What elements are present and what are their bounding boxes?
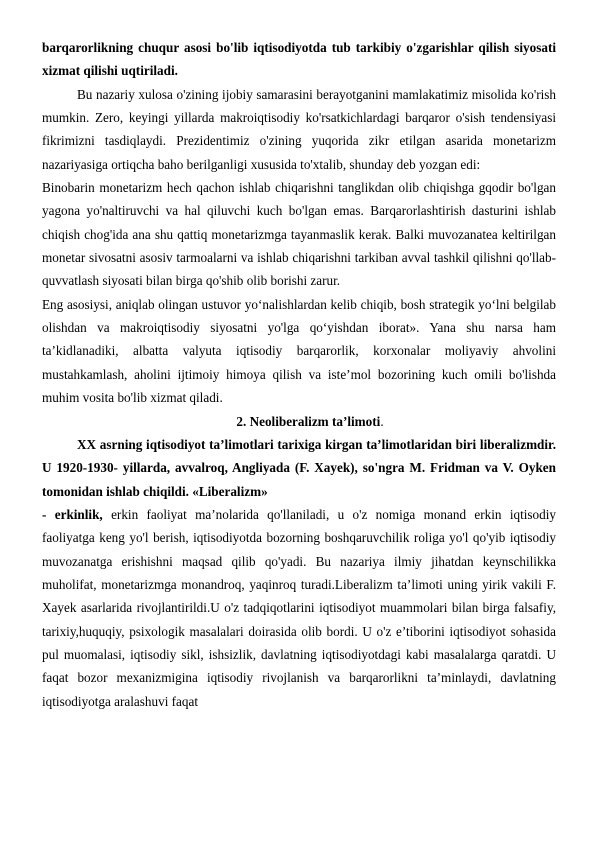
paragraph-2: Bu nazariy xulosa o'zining ijobiy samarasini berayotganini mamlakatimiz misolida ko'rish mumkin. Zero, keyingi yillarda makroiqtisodiy ko'rsatkichlardagi barqaror o'sish tendensiyasi fikrimizni tasdiqlaydi. Prezidentimiz o'zining yuqorida zikr etilgan asarida monetarizm nazariyasiga ortiqcha baho berilganligi xususida to'xtalib, shunday deb yozgan edi:	[42, 86, 556, 172]
paragraph-4: Eng asosiysi, aniqlab olingan ustuvor yo‘nalishlardan kelib chiqib, bosh strategik yo‘lni belgilab olishdan va makroiqtisodiy siyosatni yo'lga qo‘yishdan iborat». Yana shu narsa ham ta’kidlanadiki, albatta valyuta iqtisodiy barqarorlik, korxonalar moliyaviy ahvolini mustahkamlash, aholini ijtimoiy himoya qilish va iste’mol bozorining kuch omili bo'lishda muhim vosita bo'lib xizmat qiladi.	[42, 296, 556, 406]
paragraph-3: Binobarin monetarizm hech qachon ishlab chiqarishni tanglikdan olib chiqishga gqodir bo'lgan yagona yo'naltiruvchi va hal qiluvchi kuch bo'lgan emas. Barqarorlashtirish dasturini ishlab chiqish chog'ida ana shu qattiq monetarizmga tayanmaslik kerak. Balki muvozanatea keltirilgan monetar sivosatni asosiv tarmoalarni va ishlab chiqarishni tarkiban avval tashkil qilishni qo'llab-quvvatlash siyosati bilan birga qo'shib olib borishi zarur.	[42, 180, 556, 289]
section-heading	[42, 410, 556, 433]
section-heading-text: 2. Neoliberalizm ta’limoti	[236, 413, 381, 429]
paragraph-6-lead: - erkinlik,	[42, 506, 103, 522]
section-heading-dot: .	[380, 413, 384, 429]
paragraph-6	[42, 503, 556, 713]
paragraph-6-body: erkin faoliyat ma’nolarida qo'llaniladi, u o'z nomiga monand erkin iqtisodiy faoliyatga keng yo'l berish, iqtisodiyotda bozorning boshqaruvchilik roliga yo'l qo'yib iqtisodiy muvozanatga erishishni maqsad qilib qo'yadi. Bu nazariya ilmiy jihatdan keynschilikka muholifat, monetarizmga monandroq, yaqinroq turadi.Liberalizm ta’limoti uning yirik vakili F. Xayek asarlarida rivojlantirildi.U o'z tadqiqotlarini iqtisodiyot muammolari bilan birga falsafiy, tarixiy,huquqiy, psixologik masalalari doirasida olib bordi. U o'z e’tiborini iqtisodiyot sohasida pul muomalasi, iqtisodiy sikl, ishsizlik, davlatning iqtisodiyotdagi kabi masalalarga qaratdi. U faqat bozor mexanizmigina iqtisodiy rivojlanish va barqarorlikni ta’minlaydi, davlatning iqtisodiyotga aralashuvi faqat	[42, 506, 557, 709]
paragraph-1: barqarorlikning chuqur asosi bo'lib iqtisodiyotda tub tarkibiy o'zgarishlar qilish siyosati xizmat qilishi uqtiriladi.	[42, 40, 556, 79]
paragraph-5: XX asrning iqtisodiyot ta’limotlari tarixiga kirgan ta’limotlaridan biri liberalizmdir. U 1920-1930- yillarda, avvalroq, Angliyada (F. Xayek), so'ngra M. Fridman va V. Oyken tomonidan ishlab chiqildi. «Liberalizm»	[42, 436, 556, 499]
document-page	[42, 36, 556, 713]
